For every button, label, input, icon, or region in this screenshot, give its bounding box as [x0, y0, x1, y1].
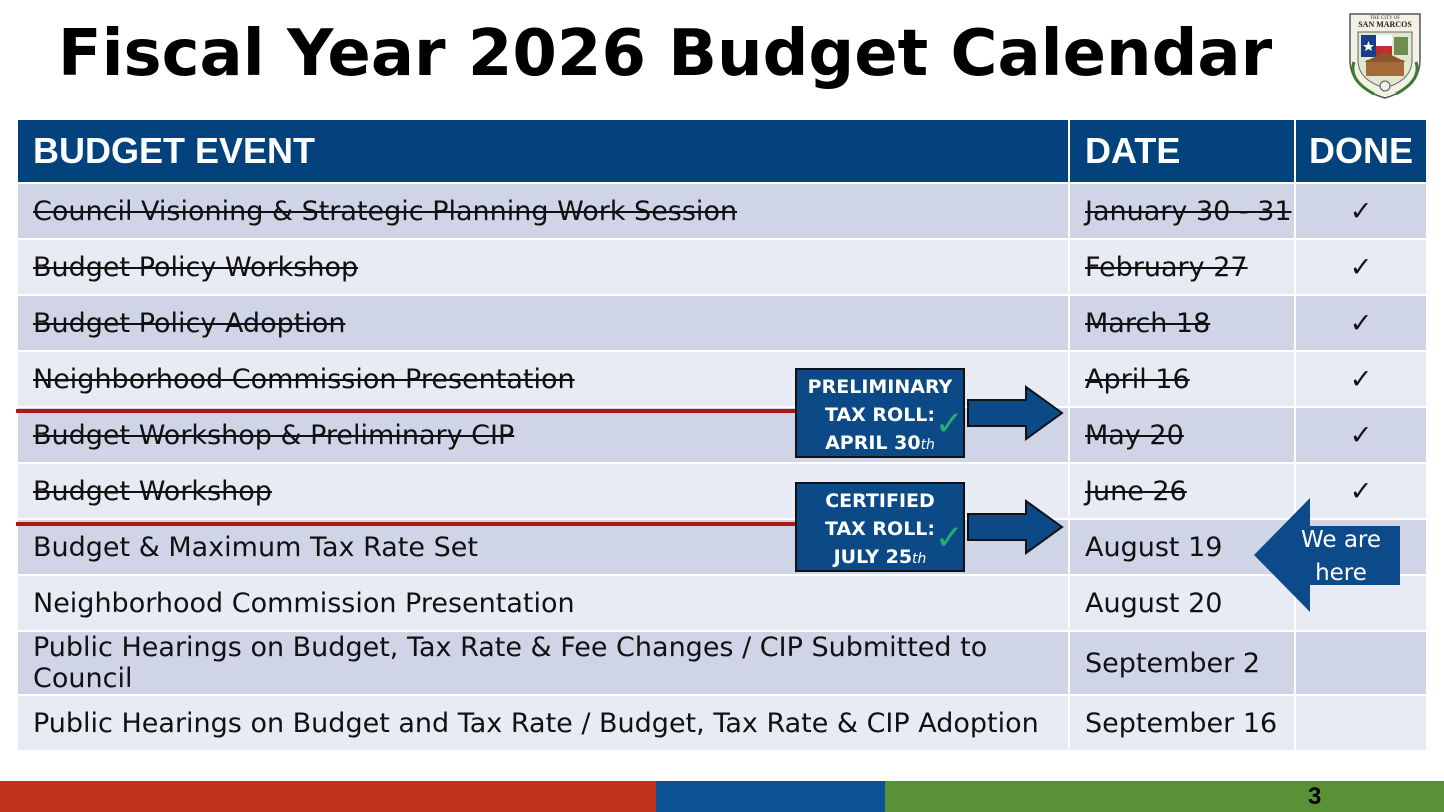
table-row	[17, 631, 1427, 695]
table-row	[17, 463, 1427, 519]
right-arrow-icon	[966, 499, 1066, 555]
event-text: Budget Policy Workshop	[33, 251, 359, 283]
page-number: 3	[1308, 783, 1322, 810]
date-cell	[1069, 183, 1295, 239]
we-are-here-label: We are here	[1300, 527, 1382, 586]
checkmark-icon: ✓	[935, 404, 964, 444]
checkmark-icon: ✓	[935, 518, 964, 558]
table-row	[17, 351, 1427, 407]
date-cell: August 20	[1069, 575, 1295, 631]
event-cell	[17, 183, 1069, 239]
table-row	[17, 183, 1427, 239]
callout-line: TAX ROLL:	[824, 404, 936, 426]
date-text: May 20	[1085, 419, 1184, 451]
preliminary-tax-roll-callout	[795, 368, 965, 458]
header-done: DONE	[1295, 119, 1427, 183]
date-cell: August 19	[1069, 519, 1295, 575]
event-cell: Neighborhood Commission Presentation	[17, 575, 1069, 631]
footer-bar-red	[0, 781, 656, 812]
callout-date: APRIL 30th	[825, 432, 935, 454]
event-text: Budget Workshop	[33, 475, 272, 507]
city-seal-logo	[1344, 10, 1426, 100]
event-cell	[17, 295, 1069, 351]
date-cell	[1069, 239, 1295, 295]
certified-tax-roll-callout	[795, 482, 965, 572]
date-text: March 18	[1085, 307, 1211, 339]
event-text: Council Visioning & Strategic Planning Work Session	[33, 195, 738, 227]
certified-tax-roll-marker-line	[16, 522, 796, 526]
done-checkmark-icon: ✓	[1295, 407, 1427, 463]
done-checkmark-icon: ✓	[1295, 239, 1427, 295]
date-text: June 26	[1085, 475, 1187, 507]
callout-line: PRELIMINARY	[807, 376, 953, 398]
table-row	[17, 519, 1427, 575]
logo-name-text: SAN MARCOS	[1358, 20, 1412, 29]
callout-date: JULY 25th	[833, 546, 927, 568]
date-text: April 16	[1085, 363, 1190, 395]
date-cell	[1069, 407, 1295, 463]
date-cell	[1069, 351, 1295, 407]
callout-line: TAX ROLL:	[824, 518, 936, 540]
page-title: Fiscal Year 2026 Budget Calendar	[57, 17, 1273, 91]
event-cell: Budget & Maximum Tax Rate Set	[17, 519, 1069, 575]
right-arrow-icon	[966, 385, 1066, 441]
footer-bar-blue	[656, 781, 885, 812]
preliminary-tax-roll-marker-line	[16, 409, 796, 413]
table-row	[17, 239, 1427, 295]
done-checkmark-icon: ✓	[1295, 295, 1427, 351]
date-cell: September 16	[1069, 695, 1295, 751]
event-text: Budget Workshop & Preliminary CIP	[33, 419, 515, 451]
event-cell: Public Hearings on Budget and Tax Rate / Budget, Tax Rate & CIP Adoption	[17, 695, 1069, 751]
event-text: Neighborhood Commission Presentation	[33, 363, 575, 395]
done-cell	[1295, 631, 1427, 695]
done-checkmark-icon: ✓	[1295, 183, 1427, 239]
logo-top-text: THE CITY OF	[1369, 16, 1401, 21]
done-cell	[1295, 695, 1427, 751]
event-cell: Public Hearings on Budget, Tax Rate & Fee Changes / CIP Submitted to Council	[17, 631, 1069, 695]
done-checkmark-icon: ✓	[1295, 463, 1427, 519]
done-checkmark-icon: ✓	[1295, 351, 1427, 407]
header-date: DATE	[1069, 119, 1295, 183]
date-cell	[1069, 295, 1295, 351]
table-row	[17, 407, 1427, 463]
table-row	[17, 575, 1427, 631]
event-text: Budget Policy Adoption	[33, 307, 346, 339]
budget-calendar-table	[16, 118, 1428, 752]
footer-bar-green	[885, 781, 1444, 812]
header-budget-event: BUDGET EVENT	[17, 119, 1069, 183]
date-text: February 27	[1085, 251, 1248, 283]
event-cell	[17, 239, 1069, 295]
date-text: January 30 - 31	[1085, 195, 1292, 227]
table-row	[17, 295, 1427, 351]
table-row	[17, 695, 1427, 751]
callout-line: CERTIFIED	[825, 490, 935, 512]
table-header-row	[17, 119, 1427, 183]
date-cell: September 2	[1069, 631, 1295, 695]
